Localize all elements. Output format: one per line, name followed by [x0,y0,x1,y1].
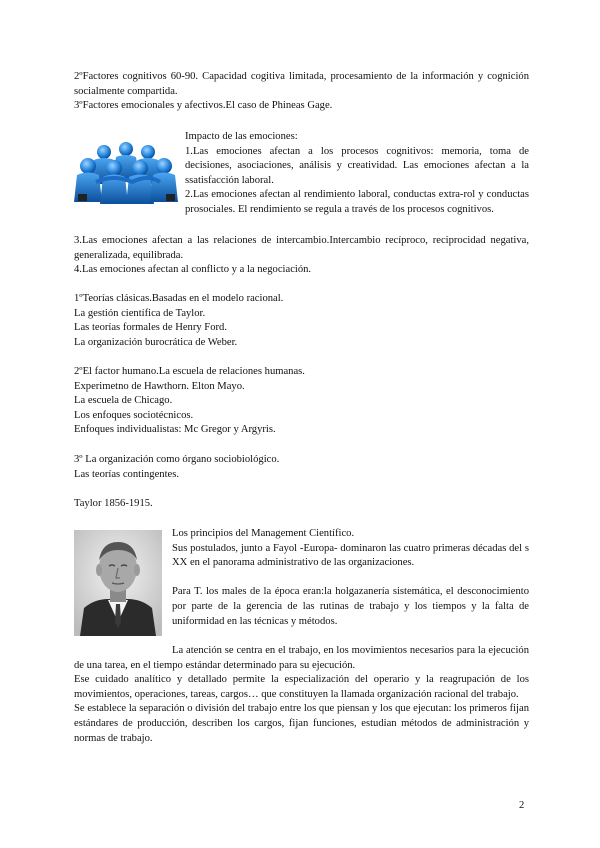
emotional-factors-line: 3ºFactores emocionales y afectivos.El caso de Phineas Gage. [74,100,333,112]
sociobiological-theories [74,453,529,482]
human-line-4: Los enfoques sociotécnicos. [74,409,194,421]
classic-line-2: La gestión científica de Taylor. [74,307,206,319]
taylor-p1: Los principios del Management Científico. [172,528,355,539]
impact-item-3: 3.Las emociones afectan a las relaciones de intercambio.Intercambio recíproco, reciprocidad negativa, generalizada, equilibrada. [74,235,529,261]
taylor-p5: Ese cuidado analítico y detallado permite la especialización del operario y la reagrupación de los movimientos, operaciones, tareas, cargos… que constituyen la llamada organización racional del trabajo. [74,674,529,700]
taylor-p2: Sus postulados, junto a Fayol -Europa- dominaron las cuatro primeras décadas del s XX en el panorama administrativo de las organizaciones. [172,542,529,569]
impact-continued [74,234,529,278]
impact-section [185,130,529,218]
taylor-p4: La atención se centra en el trabajo, en los movimientos necesarios para la ejecución de una tarea, en el tiempo estándar determinado para su ejecución. [74,645,529,671]
impact-heading: Impacto de las emociones: [185,131,298,142]
page-number: 2 [519,800,525,811]
taylor-portrait [74,530,162,636]
taylor-heading-block [74,497,529,512]
human-line-1: 2ºEl factor humano.La escuela de relaciones humanas. [74,366,305,377]
taylor-p3: Para T. los males de la época eran:la holgazanería sistemática, el desconocimiento por parte de la gerencia de las rutinas de trabajo y los tiempos y la falta de uniformidad en las técnicas y métodos. [172,586,529,627]
impact-item-4: 4.Las emociones afectan al conflicto y a la negociación. [74,264,312,276]
taylor-lower-text [74,644,529,746]
classic-line-4: La organización burocrática de Weber. [74,336,238,348]
impact-item-2: 2.Las emociones afectan al rendimiento laboral, conductas extra-rol y conductas prosociales. El rendimiento se regula a través de los procesos cognitivos. [185,189,529,215]
teamwork-clipart [74,140,178,206]
classic-line-1: 1ºTeorías clásicas.Basadas en el modelo racional. [74,293,284,304]
human-line-3: La escuela de Chicago. [74,395,173,407]
cognitive-factors-line: 2ºFactores cognitivos 60-90. Capacidad cogitiva limitada, procesamiento de la información y cognición socialmente compartida. [74,71,529,97]
socio-line-2: Las teorías contingentes. [74,468,180,480]
human-line-2: Experimetno de Hawthorn. Elton Mayo. [74,380,245,392]
taylor-side-text [172,527,529,629]
human-factor-theories [74,365,529,438]
human-line-5: Enfoques individualistas: Mc Gregor y Argyris. [74,424,276,436]
top-section [74,70,529,114]
impact-item-1: 1.Las emociones afectan a los procesos cognitivos: memoria, toma de decisiones, asociaciones, análisis y creatividad. Las emociones afectan a la ssatisfacción laboral. [185,145,529,186]
taylor-p6: Se establece la separación o división del trabajo entre los que piensan y los que ejecutan: los primeros fijan estándares de producción, describen los cargos, fijan funciones, estudian métodos de administración y normas de trabajo. [74,703,529,744]
taylor-heading: Taylor 1856-1915. [74,498,153,509]
socio-line-1: 3º La organización como órgano sociobiológico. [74,454,280,465]
classic-line-3: Las teorías formales de Henry Ford. [74,322,227,334]
classic-theories [74,292,529,350]
